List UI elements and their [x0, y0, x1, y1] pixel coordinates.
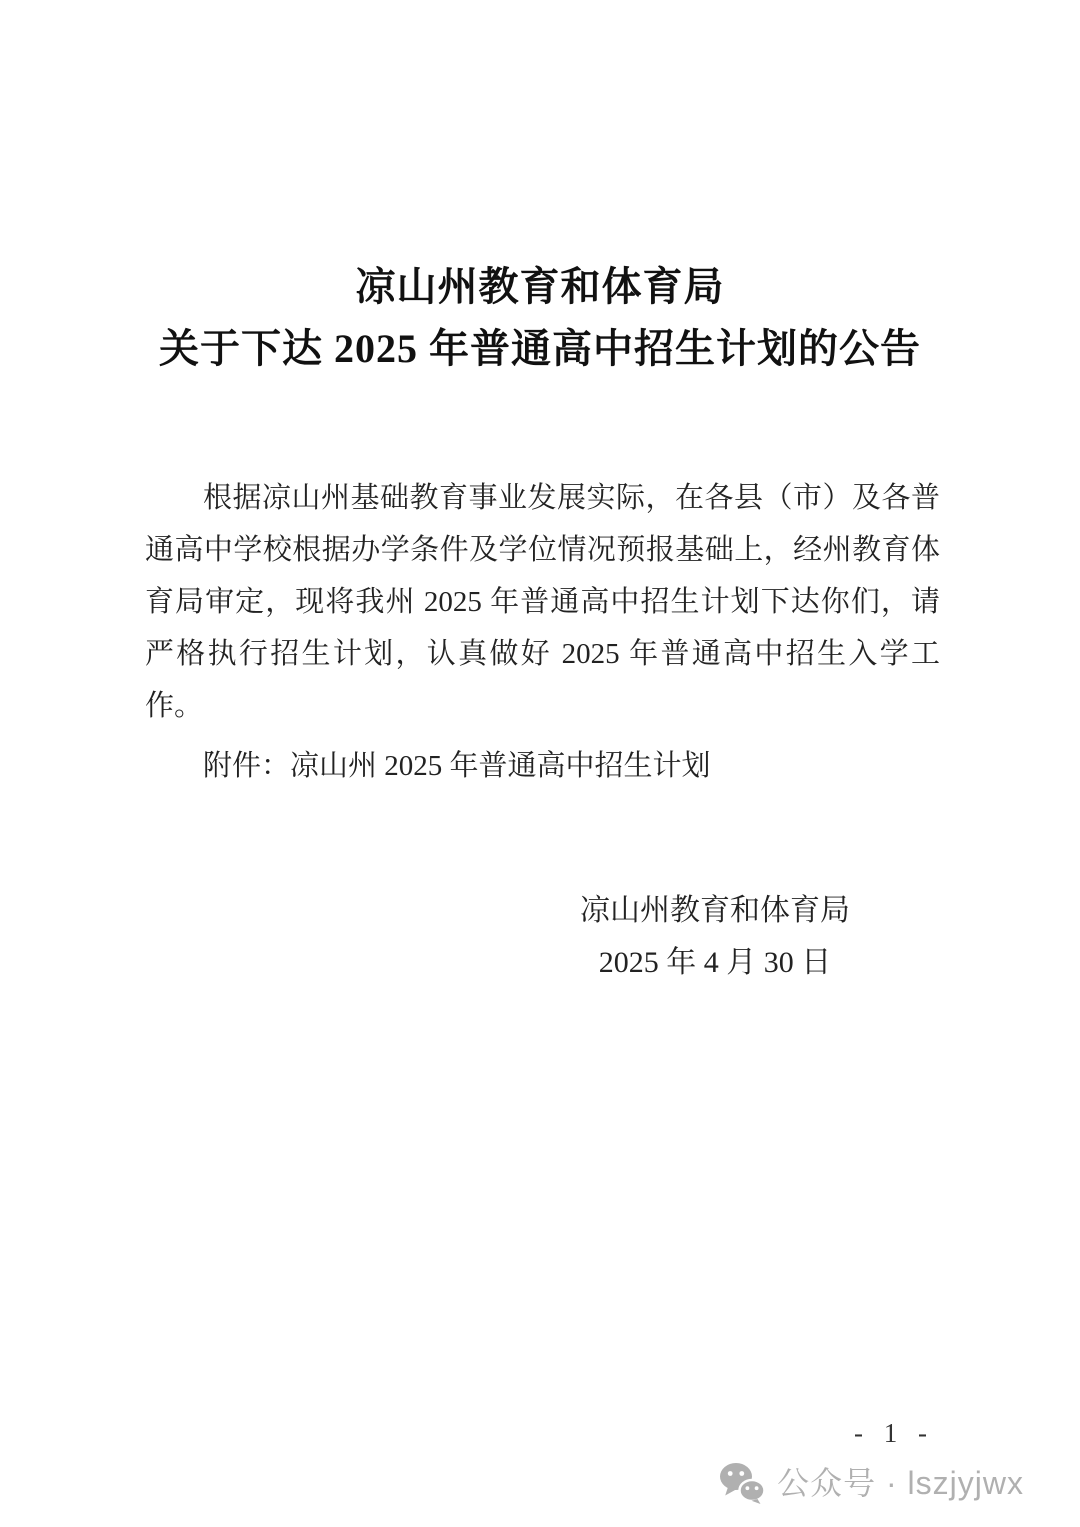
signature-block [580, 885, 850, 989]
wechat-account-label: 公众号 · lszjyjwx [777, 1465, 1024, 1501]
signature-date: 2025 年 4 月 30 日 [598, 946, 832, 979]
wechat-footer [719, 1461, 1024, 1505]
title-line-1: 凉山州教育和体育局 [355, 264, 725, 309]
signature-org: 凉山州教育和体育局 [580, 894, 850, 927]
attachment-line: 附件：凉山州 2025 年普通高中招生计划 [203, 750, 711, 782]
document-title [0, 256, 1080, 380]
wechat-icon [719, 1462, 765, 1504]
page-number: - 1 - [854, 1418, 934, 1448]
body-paragraph: 根据凉山州基础教育事业发展实际，在各县（市）及各普通高中学校根据办学条件及学位情况预报基础上，经州教育体育局审定，现将我州 2025 年普通高中招生计划下达你们，请严格执行招生计划，认真做好 2025 年普通高中招生入学工作。 [145, 482, 940, 722]
title-line-2: 关于下达 2025 年普通高中招生计划的公告 [159, 326, 921, 371]
